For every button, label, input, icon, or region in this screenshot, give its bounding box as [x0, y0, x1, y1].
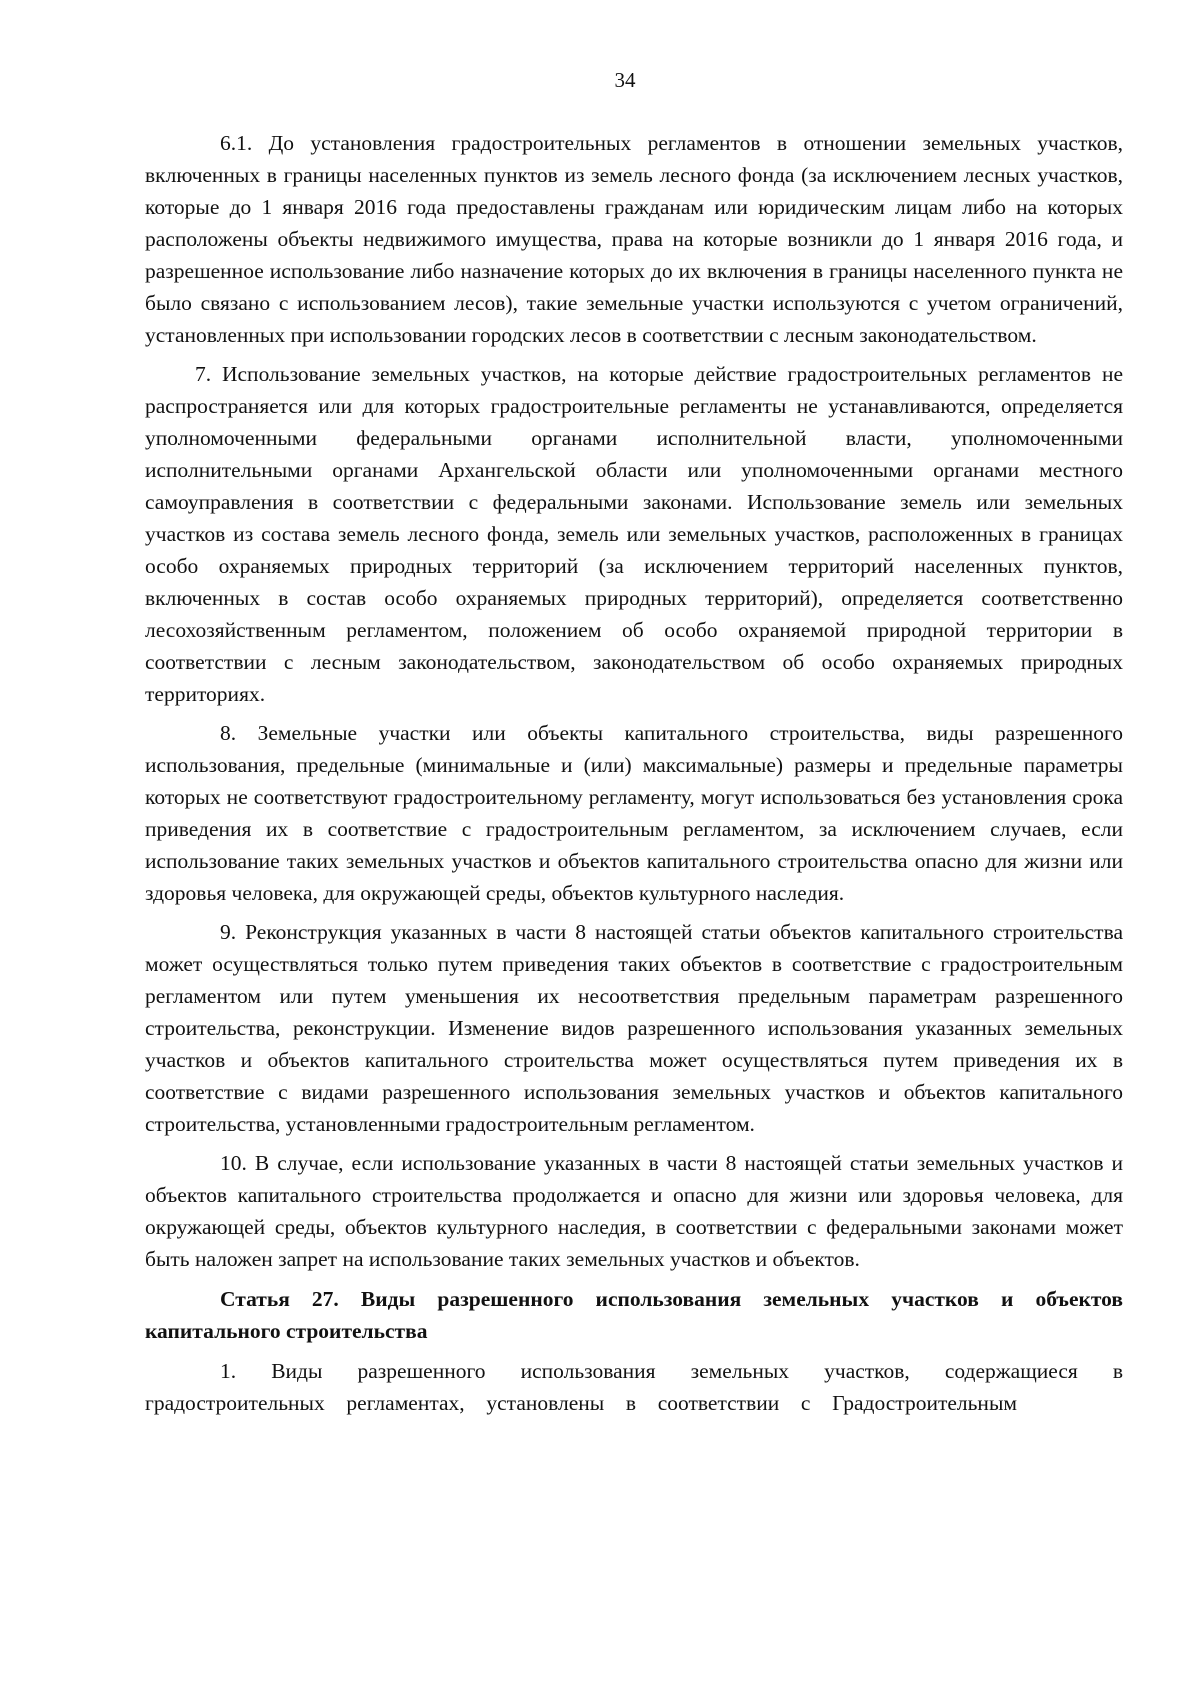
- paragraph-7: 7. Использование земельных участков, на которые действие градостроительных регламентов не распространяется или для которых градостроительные регламенты не устанавливаются, определяется уполномоченными федеральными органами исполнительной власти, уполномоченными исполнительными органами Архангельской области или уполномоченными органами местного самоуправления в соответствии с федеральными законами. Использование земель или земельных участков из состава земель лесного фонда, земель или земельных участков, расположенных в границах особо охраняемых природных территорий (за исключением территорий населенных пунктов, включенных в состав особо охраняемых природных территорий), определяется соответственно лесохозяйственным регламентом, положением об особо охраняемой природной территории в соответствии с лесным законодательством, законодательством об особо охраняемых природных территориях.: [145, 362, 1123, 706]
- paragraph-6-1: 6.1. До установления градостроительных регламентов в отношении земельных участков, включенных в границы населенных пунктов из земель лесного фонда (за исключением лесных участков, которые до 1 января 2016 года предоставлены гражданам или юридическим лицам либо на которых расположены объекты недвижимого имущества, права на которые возникли до 1 января 2016 года, и разрешенное использование либо назначение которых до их включения в границы населенного пункта не было связано с использованием лесов), такие земельные участки используются с учетом ограничений, установленных при использовании городских лесов в соответствии с лесным законодательством.: [145, 131, 1123, 347]
- paragraph-9: 9. Реконструкция указанных в части 8 настоящей статьи объектов капитального строительства может осуществляться только путем приведения таких объектов в соответствие с градостроительным регламентом или путем уменьшения их несоответствия предельным параметрам разрешенного строительства, реконструкции. Изменение видов разрешенного использования указанных земельных участков и объектов капитального строительства может осуществляться путем приведения их в соответствие с видами разрешенного использования земельных участков и объектов капитального строительства, установленными градостроительным регламентом.: [145, 920, 1123, 1136]
- document-body: [145, 127, 1123, 1426]
- paragraph-10: 10. В случае, если использование указанных в части 8 настоящей статьи земельных участков и объектов капитального строительства продолжается и опасно для жизни или здоровья человека, для окружающей среды, объектов культурного наследия, в соответствии с федеральными законами может быть наложен запрет на использование таких земельных участков и объектов.: [145, 1151, 1123, 1271]
- paragraph-8: 8. Земельные участки или объекты капитального строительства, виды разрешенного использования, предельные (минимальные и (или) максимальные) размеры и предельные параметры которых не соответствуют градостроительному регламенту, могут использоваться без установления срока приведения их в соответствие с градостроительным регламентом, за исключением случаев, если использование таких земельных участков и объектов капитального строительства опасно для жизни или здоровья человека, для окружающей среды, объектов культурного наследия.: [145, 721, 1123, 905]
- page-number: 34: [614, 68, 636, 92]
- article-27-heading: Статья 27. Виды разрешенного использования земельных участков и объектов капитального строительства: [145, 1287, 1123, 1343]
- article-27-paragraph-1-line2: градостроительных регламентах, установлены в соответствии с Градостроительным: [145, 1391, 1017, 1415]
- article-27-paragraph-1-line1: 1. Виды разрешенного использования земельных участков, содержащиеся в: [220, 1359, 1123, 1383]
